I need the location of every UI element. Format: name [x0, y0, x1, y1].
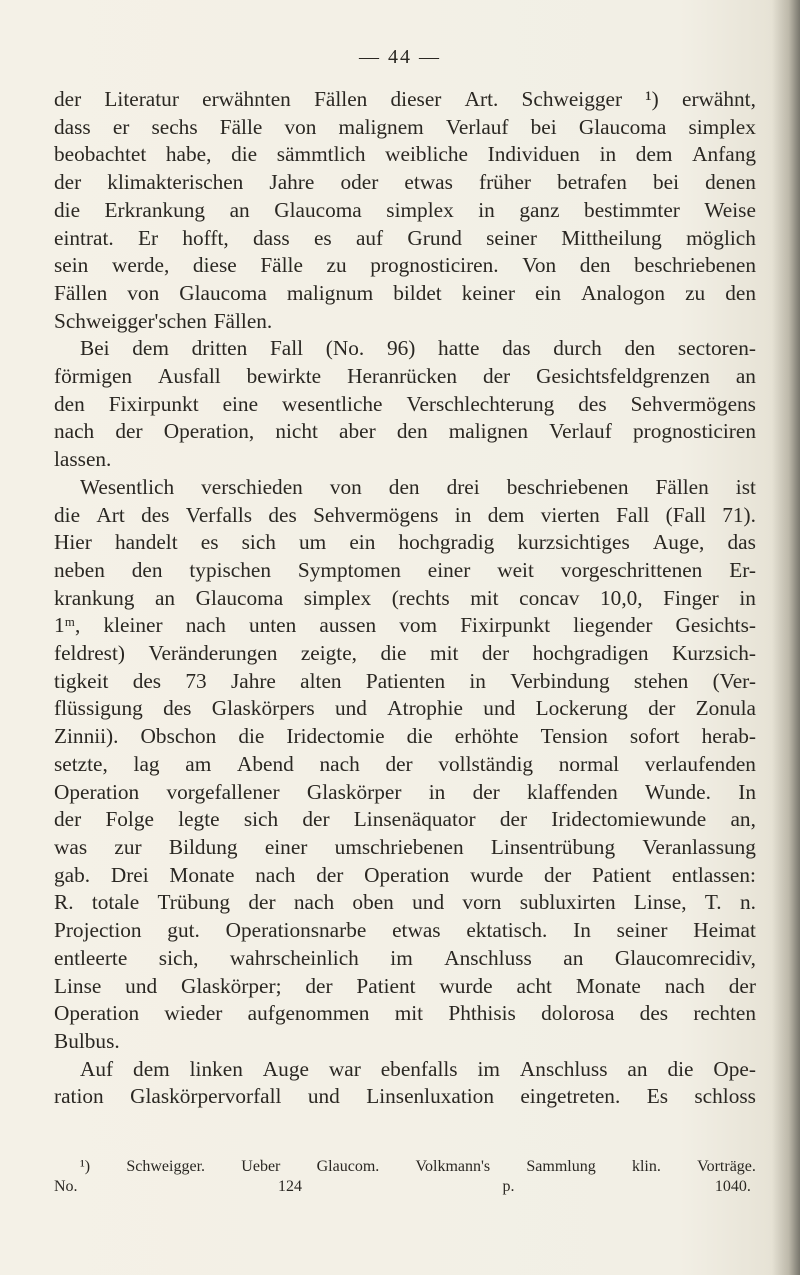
text-line: Hier handelt es sich um ein hochgradig kurzsichtiges Auge, das [54, 530, 756, 555]
footnote-line: No. 124 p. 1040. [54, 1178, 751, 1195]
text-line: Projection gut. Operationsnarbe etwas ektatisch. In seiner Heimat [54, 918, 756, 943]
footnote-line: ¹) Schweigger. Ueber Glaucom. Volkmann's Sammlung klin. Vorträge. [80, 1158, 756, 1175]
text-line: Auf dem linken Auge war ebenfalls im Anschluss an die Ope- [80, 1056, 756, 1081]
text-line: Fällen von Glaucoma malignum bildet keiner ein Analogon zu den [54, 280, 756, 305]
text-line: R. totale Trübung der nach oben und vorn subluxirten Linse, T. n. [54, 890, 756, 915]
text-line: was zur Bildung einer umschriebenen Linsentrübung Veranlassung [54, 834, 756, 859]
text-line: Linse und Glaskörper; der Patient wurde acht Monate nach der [54, 973, 756, 998]
text-line: förmigen Ausfall bewirkte Heranrücken der Gesichtsfeldgrenzen an [54, 364, 756, 389]
text-line: Bei dem dritten Fall (No. 96) hatte das durch den sectoren- [80, 336, 756, 361]
text-line: die Art des Verfalls des Sehvermögens in dem vierten Fall (Fall 71). [54, 502, 756, 527]
text-line: der klimakterischen Jahre oder etwas früher betrafen bei denen [54, 170, 756, 195]
text-line: die Erkrankung an Glaucoma simplex in ganz bestimmter Weise [54, 197, 756, 222]
page-edge-shadow [772, 0, 800, 1275]
text-line: dass er sechs Fälle von malignem Verlauf bei Glaucoma simplex [54, 114, 756, 139]
text-line: setzte, lag am Abend nach der vollständig normal verlaufenden [54, 751, 756, 776]
text-line: Operation wieder aufgenommen mit Phthisis dolorosa des rechten [54, 1001, 756, 1026]
text-line: neben den typischen Symptomen einer weit vorgeschrittenen Er- [54, 557, 756, 582]
text-line: entleerte sich, wahrscheinlich im Anschluss an Glaucomrecidiv, [54, 945, 756, 970]
text-line: gab. Drei Monate nach der Operation wurde der Patient entlassen: [54, 862, 756, 887]
text-line: den Fixirpunkt eine wesentliche Verschlechterung des Sehvermögens [54, 391, 756, 416]
page-number: — 44 — [359, 46, 441, 68]
text-line: ration Glaskörpervorfall und Linsenluxation eingetreten. Es schloss [54, 1084, 756, 1109]
text-line: beobachtet habe, die sämmtlich weibliche Individuen in dem Anfang [54, 142, 756, 167]
text-line: Operation vorgefallener Glaskörper in der klaffenden Wunde. In [54, 779, 756, 804]
text-line: Zinnii). Obschon die Iridectomie die erhöhte Tension sofort herab- [54, 724, 756, 749]
text-line: sein werde, diese Fälle zu prognosticiren. Von den beschriebenen [54, 253, 756, 278]
text-line: Wesentlich verschieden von den drei beschriebenen Fällen ist [80, 474, 756, 499]
text-line: eintrat. Er hofft, dass es auf Grund seiner Mittheilung möglich [54, 225, 756, 250]
text-line: lassen. [54, 447, 112, 472]
main-text [54, 86, 756, 1111]
text-line: der Literatur erwähnten Fällen dieser Art. Schweigger ¹) erwähnt, [54, 87, 756, 111]
text-line: der Folge legte sich der Linsenäquator der Iridectomiewunde an, [54, 807, 756, 832]
footnote [54, 1157, 756, 1197]
text-line: krankung an Glaucoma simplex (rechts mit concav 10,0, Finger in [54, 585, 756, 610]
text-line: nach der Operation, nicht aber den malignen Verlauf prognosticiren [54, 419, 756, 444]
text-line: Schweigger'schen Fällen. [54, 308, 273, 333]
text-line: tigkeit des 73 Jahre alten Patienten in Verbindung stehen (Ver- [54, 668, 756, 693]
text-line: feldrest) Veränderungen zeigte, die mit der hochgradigen Kurzsich- [54, 641, 756, 666]
text-line: 1ᵐ, kleiner nach unten aussen vom Fixirpunkt liegender Gesichts- [54, 613, 756, 638]
text-line: flüssigung des Glaskörpers und Atrophie und Lockerung der Zonula [54, 696, 756, 721]
text-line: Bulbus. [54, 1028, 120, 1053]
